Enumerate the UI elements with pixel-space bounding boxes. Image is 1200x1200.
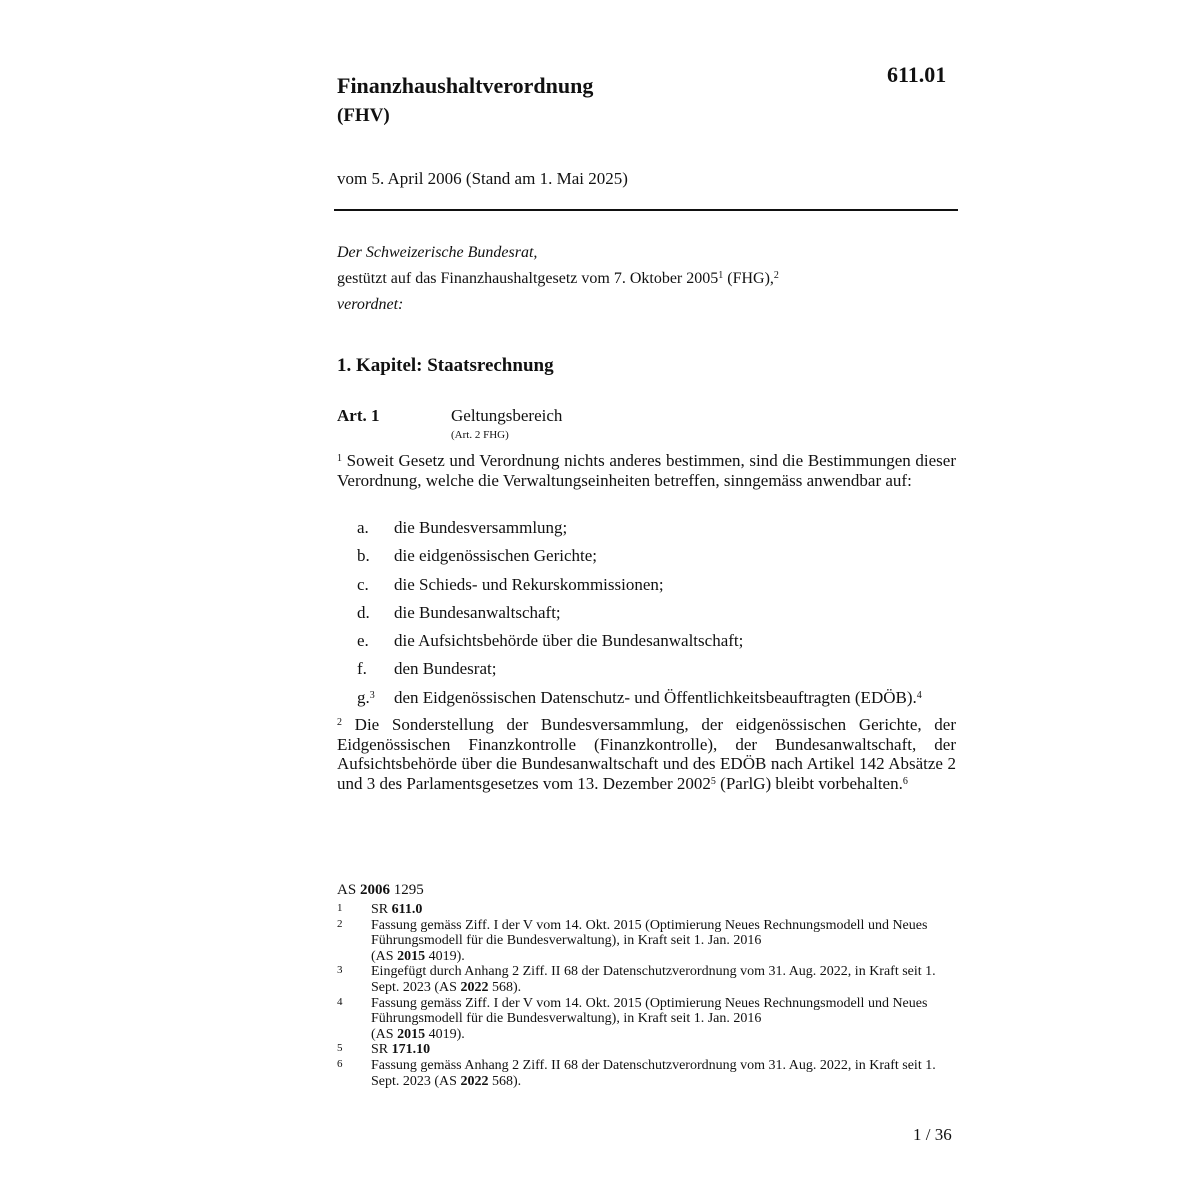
footnote-text: SR 611.0 (371, 902, 423, 917)
footnote-number: 3 (337, 964, 343, 977)
list-marker: e. (357, 631, 369, 651)
list-item (357, 658, 957, 686)
list-item (357, 545, 957, 573)
footnote (337, 918, 947, 965)
preamble-decrees: verordnet: (337, 296, 404, 313)
list-item (357, 517, 957, 545)
header-divider (334, 209, 958, 211)
list-marker: b. (357, 546, 370, 566)
sr-number: 611.01 (887, 62, 947, 87)
footnote-ref: 3 (369, 689, 375, 701)
footnote-text: Eingefügt durch Anhang 2 Ziff. II 68 der Datenschutzverordnung vom 31. Aug. 2022, in Kraft seit 1. Sept. 2023 (AS 2022 568). (371, 964, 936, 995)
list-marker: d. (357, 602, 370, 622)
footnote-number: 1 (337, 902, 343, 914)
document-date: vom 5. April 2006 (Stand am 1. Mai 2025) (337, 169, 628, 188)
article-number: Art. 1 (337, 406, 380, 425)
footnote-number: 6 (337, 1057, 343, 1070)
paragraph-text: Die Sonderstellung der Bundesversammlung, der eidgenössischen Gerichte, der Eidgenössischen Finanzkontrolle (Finanzkontrolle), der Bundesanwaltschaft, der Aufsichtsbehörde über die Bundesanwaltschaft und des EDÖB nach Artikel 142 Absätze 2 und 3 des Parlamentsgesetzes vom 13. Dezember 2002 (337, 715, 956, 793)
list-item-text: die eidgenössischen Gerichte; (394, 546, 597, 566)
footnote (337, 1042, 947, 1058)
footnote-number: 4 (337, 995, 343, 1008)
list-item (357, 574, 957, 602)
list-item-text: die Schieds- und Rekurskommissionen; (394, 574, 664, 594)
article-title: Geltungsbereich (451, 406, 563, 425)
paragraph-number: 1 (337, 453, 342, 464)
preamble-basis-text: gestützt auf das Finanzhaushaltgesetz vom 7. Oktober 2005 (337, 270, 719, 287)
footnote-ref-2: 2 (773, 270, 779, 281)
list-item (357, 602, 957, 630)
paragraph-text: Soweit Gesetz und Verordnung nichts anderes bestimmen, sind die Bestimmungen dieser Verordnung, welche die Verwaltungseinheiten betreffen, sinngemäss anwendbar auf: (337, 451, 956, 490)
footnote (337, 996, 947, 1043)
footnote (337, 964, 947, 995)
document-title: Finanzhaushaltverordnung (337, 73, 594, 98)
list-item (357, 687, 957, 715)
applicability-list (357, 517, 957, 715)
preamble-basis-abbr: (FHG), (723, 270, 774, 287)
footnotes (337, 902, 947, 1089)
preamble (337, 240, 779, 318)
footnote-text: Fassung gemäss Ziff. I der V vom 14. Okt. 2015 (Optimierung Neues Rechnungsmodell und Neues Führungsmodell für die Bundesverwaltung), in Kraft seit 1. Jan. 2016 (AS 2015 4019). (371, 995, 928, 1042)
article-reference: (Art. 2 FHG) (451, 429, 509, 441)
footnote-text: Fassung gemäss Ziff. I der V vom 14. Okt. 2015 (Optimierung Neues Rechnungsmodell und Neues Führungsmodell für die Bundesverwaltung), in Kraft seit 1. Jan. 2016 (AS 2015 4019). (371, 917, 928, 964)
list-item-text: den Eidgenössischen Datenschutz- und Öffentlichkeitsbeauftragten (EDÖB).$^4$ (394, 687, 922, 707)
footnote-ref: 4 (916, 689, 922, 701)
as-prefix: AS (337, 882, 360, 898)
official-collection-reference (337, 881, 424, 899)
footnote-text: SR 171.10 (371, 1042, 431, 1058)
list-marker: c. (357, 574, 369, 594)
footnote (337, 902, 947, 918)
list-item (357, 630, 957, 658)
list-marker: g.$^3$ (357, 687, 375, 707)
page-number: 1 / 36 (913, 1125, 952, 1144)
list-marker: f. (357, 659, 367, 679)
paragraph-number: 2 (337, 717, 342, 728)
preamble-issuer: Der Schweizerische Bundesrat, (337, 244, 538, 261)
list-item-text: den Bundesrat; (394, 659, 497, 679)
footnote (337, 1058, 947, 1089)
footnote-ref-1: 1 (718, 270, 724, 281)
list-marker: a. (357, 518, 369, 537)
as-year: 2006 (359, 882, 390, 898)
chapter-heading: 1. Kapitel: Staatsrechnung (337, 355, 554, 376)
article-paragraph-2 (337, 715, 956, 793)
paragraph-tail: (ParlG) bleibt vorbehalten. (715, 773, 903, 793)
list-item-text: die Bundesanwaltschaft; (394, 602, 561, 622)
footnote-ref-5: 5 (710, 775, 716, 787)
as-page: 1295 (389, 882, 424, 898)
list-item-text: die Aufsichtsbehörde über die Bundesanwaltschaft; (394, 631, 744, 651)
footnote-text: Fassung gemäss Anhang 2 Ziff. II 68 der Datenschutzverordnung vom 31. Aug. 2022, in Kraft seit 1. Sept. 2023 (AS 2022 568). (371, 1057, 936, 1089)
footnote-number: 5 (337, 1042, 343, 1055)
article-paragraph-1 (337, 451, 956, 490)
footnote-ref-6: 6 (902, 775, 908, 787)
footnote-number: 2 (337, 917, 343, 930)
list-item-text: die Bundesversammlung; (394, 518, 568, 537)
preamble-basis (337, 266, 779, 292)
document-abbreviation: (FHV) (337, 105, 390, 126)
